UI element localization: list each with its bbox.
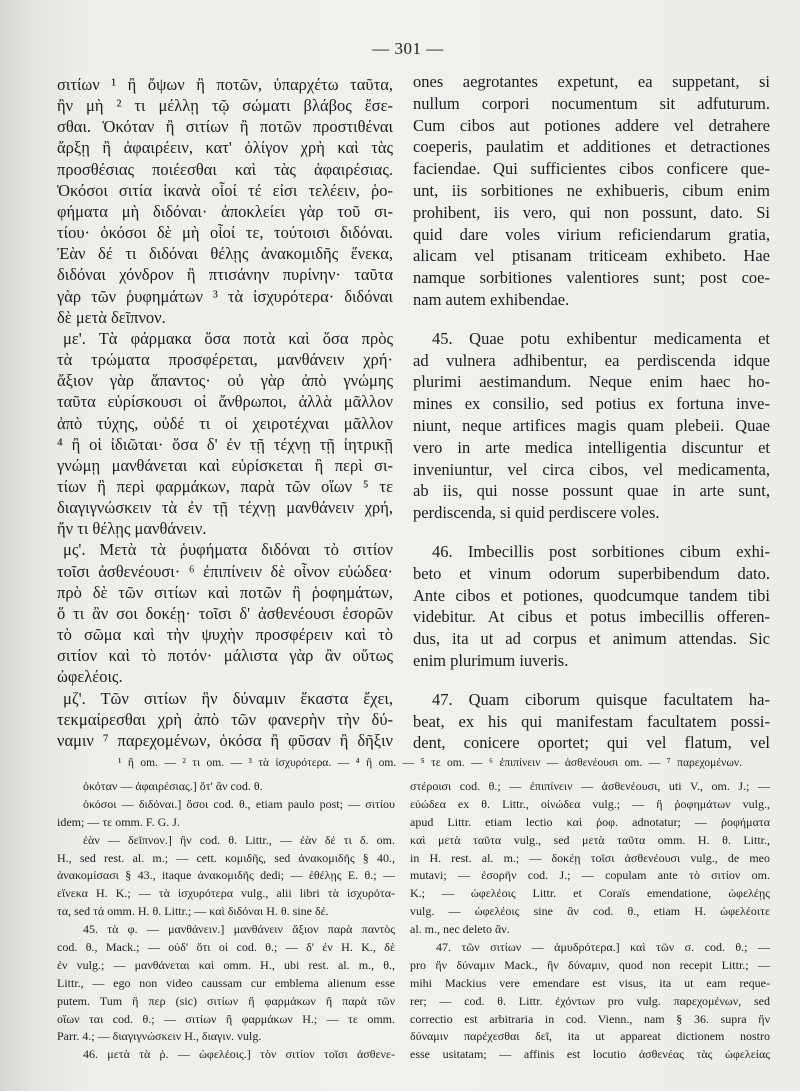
latin-text-line: ones aegrotantes expetunt, ea suppetant, si bbox=[413, 72, 770, 91]
apparatus-line: K.; — ὠφελέοις Littr. et Coraïs emendatione, ὠφελέῃς bbox=[410, 886, 770, 901]
latin-text-line: unt, iis sorbitiones ne exhibueris, cibum enim bbox=[413, 180, 770, 200]
apparatus-line: ἀνακομίσασι § 43., itaque ἀνακομιδῆς dedi; — ἐθέλῃς E. θ.; — bbox=[57, 868, 395, 883]
apparatus-line: 47. τῶν σιτίων — ἀμυδρότερα.] καὶ τῶν σ. cod. θ.; — bbox=[436, 940, 770, 955]
latin-text-line: beto et vinum odorum superbibendum dato. bbox=[413, 563, 770, 583]
latin-paragraph bbox=[413, 71, 770, 311]
greek-text-line: φήματα μὴ διδόναι· ἀποκλείει γὰρ τοῦ σι- bbox=[57, 201, 393, 221]
latin-text-line: niunt, neque artifices magis quam plebeii. Quae bbox=[413, 415, 770, 435]
apparatus-line: esse usitatam; — affinis est locutio ἀσθενέας τὰς ὠφελείας bbox=[410, 1047, 770, 1062]
footnote-line: ¹ ἢ om. — ² τι om. — ³ τὰ ἰσχυρότερα. — ⁴ ἢ om. — ⁵ τε om. — ⁶ ἐπιπίνειν — ἀσθενέουσι om. — ⁷ παρεχομένων. bbox=[118, 757, 742, 769]
apparatus-line: ἐν vulg.; — μανθάνεται καὶ omm. H., ubi rest. al. m., θ., bbox=[57, 957, 395, 972]
greek-text-line: Ἐὰν δέ τι διδόναι θέλῃς ἀνακομιδῆς ἕνεκα, bbox=[57, 244, 393, 264]
apparatus-line: καὶ μετὰ ταῦτα vulg., sed μετὰ ταῦτα omm. H. θ. Littr., bbox=[410, 832, 770, 847]
greek-text-line: τὰ τρώματα προσφέρεται, μανθάνειν χρή· bbox=[57, 350, 393, 370]
greek-text-line: μζ'. Τῶν σιτίων ἣν δύναμιν ἕκαστα ἔχει, bbox=[63, 688, 393, 708]
greek-text-line: τεκμαίρεσθαι χρὴ ἀπὸ τῶν φανερὴν τὴν δύ- bbox=[57, 709, 393, 729]
greek-text-line: γνώμῃ μανθάνεται καὶ εὑρίσκεται ἢ περὶ σι- bbox=[57, 455, 393, 475]
apparatus-entry bbox=[57, 778, 395, 796]
apparatus-line: H., sed rest. al. m.; — cett. κομιδῆς, sed ἀνακομιδῆς § 40., bbox=[57, 850, 395, 865]
latin-text-line: vero in arte medica intelligentia discuntur et bbox=[413, 437, 770, 457]
greek-text-line: σιτίον καὶ τὸ ποτόν· μάλιστα γὰρ ἂν οὕτως bbox=[57, 646, 393, 666]
greek-text-line: ἄξιον γὰρ ἅπαντος· οὐ γὰρ ἀπὸ γνώμης bbox=[57, 371, 393, 391]
latin-text-line: perdiscenda, si quid perdiscere voles. bbox=[413, 503, 660, 523]
apparatus-line: στέροισι cod. θ.; — ἐπιπίνειν — ἀσθενέουσι, uti V., om. J.; — bbox=[410, 779, 770, 793]
latin-text-line: 46. Imbecillis post sorbitiones cibum exhi- bbox=[432, 541, 770, 561]
apparatus-line: τα, sed τά omm. H. θ. Littr.; — καὶ διδόναι H. θ. sine δέ. bbox=[57, 904, 329, 919]
apparatus-line: Littr., — ego non video caussam cur emblema alienum esse bbox=[57, 975, 395, 990]
apparatus-line: 45. τὰ φ. — μανθάνειν.] μανθάνειν ἄξιον παρὰ παντὸς bbox=[83, 922, 395, 937]
latin-text-line: coeperis, paulatim et additiones et detractiones bbox=[413, 137, 770, 157]
greek-text-line: ἄρξῃ ἢ ἀφαιρέειν, κατ' ὀλίγον χρὴ καὶ τὰς bbox=[57, 138, 393, 158]
greek-text-line: σθαι. Ὁκόταν ἢ σιτίων ἢ ποτῶν προστιθέναι bbox=[57, 117, 393, 137]
latin-text-line: dus, ita ut ad corpus et animum attendas. Sic bbox=[413, 629, 770, 649]
greek-text-line: μς'. Μετὰ τὰ ῥυφήματα διδόναι τὸ σιτίον bbox=[63, 540, 393, 560]
greek-text-line: δὲ μετὰ δεῖπνον. bbox=[57, 307, 166, 327]
latin-text-line: Ante cibos et potiones, quodcumque tandem tibi bbox=[413, 585, 770, 605]
greek-text-line: προσθέσιας ποιέεσθαι καὶ τὰς ἀφαιρέσιας. bbox=[57, 159, 393, 179]
apparatus-line: 46. μετὰ τὰ ῥ. — ὠφελέοις.] τὸν σιτίον τοῖσι ἀσθενε- bbox=[83, 1047, 395, 1062]
apparatus-line: apud Littr. etiam lectio καὶ ῥοφ. adnotatur; — ῥοφήματα bbox=[410, 814, 770, 829]
latin-text-line: dent, conicere oportet; qui vel flatum, vel bbox=[413, 733, 770, 753]
latin-text-line: 47. Quam ciborum quisque facultatem ha- bbox=[432, 689, 770, 709]
greek-text-line: διδόναι χόνδρον ἢ πτισάνην πυρίνην· ταῦτα bbox=[57, 265, 393, 285]
latin-text-line: quid dare voles virium reficiendarum gratia, bbox=[413, 224, 770, 244]
latin-text-line: Cum cibos aut potiones addere vel detrahere bbox=[413, 115, 770, 135]
latin-paragraph bbox=[413, 328, 770, 524]
latin-text-line: ad vulnera adhibentur, ea perdiscenda idque bbox=[413, 350, 770, 370]
apparatus-line: correctio est arbitraria in cod. Vienn., nam § 36. supra ἣν bbox=[410, 1011, 770, 1026]
apparatus-entry bbox=[410, 778, 770, 939]
greek-text-line: ἀπὸ τύχης, οὐδέ τι οἱ χειροτέχναι μᾶλλον bbox=[57, 413, 393, 433]
latin-text-line: ab iis, qui nosse possunt quae in arte sunt, bbox=[413, 481, 770, 501]
apparatus-line: idem; — τε omm. F. G. J. bbox=[57, 814, 180, 829]
greek-text-line: ἢν μὴ ² τι μέλλῃ τῷ σώματι βλάβος ἔσε- bbox=[57, 96, 393, 116]
apparatus-line: εἵνεκα H. K.; — τὰ ἰσχυρότερα vulg., alii libri τὰ ἰσχυρότα- bbox=[57, 886, 395, 901]
apparatus-line: putem. Tum ἢ περ (sic) σιτίων ἢ φαρμάκων ἢ παρὰ τῶν bbox=[57, 993, 395, 1008]
apparatus-line: vulg. — ὠφελέοις sine ἂν cod. θ., etiam H. ὠφελέοιτε bbox=[410, 904, 770, 919]
latin-text-line: faciendae. Qui sufficientes cibos conficere que- bbox=[413, 159, 770, 179]
greek-text-line: τοῖσι ἀσθενέουσι· ⁶ ἐπιπίνειν δὲ οἶνον εὐώδεα· bbox=[57, 561, 393, 581]
apparatus-entry bbox=[57, 921, 395, 1046]
apparatus-line: in H. rest. al. m.; — δοκέῃ τοῖσι ἀσθενέουσι vulg., de meo bbox=[410, 850, 770, 865]
greek-text-line: ταῦτα εὑρίσκουσι οἱ ἄνθρωποι, ἀλλὰ μᾶλλον bbox=[57, 392, 393, 412]
latin-text-line: alicam vel ptisanam triticeam exhibeto. Hae bbox=[413, 246, 770, 266]
latin-paragraph bbox=[413, 689, 770, 754]
latin-text-line: nullum corpori nocumentum sit adfuturum. bbox=[413, 93, 770, 113]
latin-text-line: mines ex consilio, sed potius ex fortuna inve- bbox=[413, 394, 770, 414]
greek-text-line: με'. Τὰ φάρμακα ὅσα ποτὰ καὶ ὅσα πρὸς bbox=[63, 328, 393, 348]
apparatus-line: mihi Mackius vere emendare est visus, ita ut eam reque- bbox=[410, 975, 770, 990]
greek-text-line: γὰρ τῶν ῥυφημάτων ³ τὰ ἰσχυρότερα· διδόναι bbox=[57, 286, 393, 306]
apparatus-entry bbox=[410, 939, 770, 1064]
apparatus-entry bbox=[57, 1046, 395, 1064]
latin-text-line: enim plurimum iuveris. bbox=[413, 650, 569, 670]
apparatus-line: Parr. 4.; — διαγιγνώσκειν H., διαγιν. vulg. bbox=[57, 1029, 262, 1044]
critical-apparatus-left-column bbox=[57, 778, 395, 1064]
greek-text-line: πρὸ δὲ τῶν σιτίων καὶ ποτῶν ἢ ῥοφημάτων, bbox=[57, 582, 393, 602]
apparatus-entry bbox=[57, 796, 395, 832]
greek-text-line: Ὁκόσοι σιτία ἱκανὰ οἷοί τέ εἰσι τελέειν, ῥο- bbox=[57, 180, 393, 200]
greek-paragraph bbox=[57, 539, 393, 687]
latin-text-line: plurimi aestimandum. Neque enim haec ho- bbox=[413, 372, 770, 392]
apparatus-line: οἵων ται cod. θ.; — σιτίων ἢ φαρμάκων H.; — τε omm. bbox=[57, 1011, 395, 1026]
apparatus-line: δύναμιν παρέχεσθαι δεῖ, ita ut appareat dictionem nostro bbox=[410, 1029, 770, 1044]
latin-text-line: nam autem exhibendae. bbox=[413, 289, 570, 309]
critical-apparatus-right-column bbox=[410, 778, 770, 1064]
apparatus-line: cod. θ., Mack.; — οὐδ' ὅτι οἱ cod. θ.; — δ' ἐν H. K., δὲ bbox=[57, 940, 395, 955]
apparatus-line: ἐὰν — δεῖπνον.] ἢν cod. θ. Littr., — ἐὰν δέ τι δ. om. bbox=[83, 832, 395, 847]
page-number: — 301 — bbox=[372, 39, 444, 58]
greek-text-line: ὅ τι ἂν σοι δοκέῃ· τοῖσι δ' ἀσθενέουσι ἐσορῶν bbox=[57, 603, 393, 623]
apparatus-line: mutavi; — ἐσορῆν cod. J.; — copulam ante τὸ σιτίον om. bbox=[410, 868, 770, 883]
greek-text-line: τίου· ὁκόσοι δὲ μὴ οἷοί τε, τούτοισι διδόναι. bbox=[57, 223, 393, 243]
greek-paragraph bbox=[57, 328, 393, 540]
latin-text-line: namque sorbitiones valentiores sunt; post coe- bbox=[413, 268, 770, 288]
greek-text-line: τὸ σῶμα καὶ τὴν ψυχὴν προσφέρειν καὶ τὸ bbox=[57, 625, 393, 645]
latin-text-line: 45. Quae potu exhibentur medicamenta et bbox=[432, 328, 770, 348]
apparatus-entry bbox=[57, 832, 395, 921]
greek-text-line: ναμιν ⁷ παρεχομένων, ὁκόσα ἢ φῦσαν ἢ δῆξιν bbox=[57, 730, 393, 750]
greek-text-line: σιτίων ¹ ἢ ὄψων ἢ ποτῶν, ὑπαρχέτω ταῦτα, bbox=[57, 75, 393, 94]
latin-paragraph bbox=[413, 541, 770, 672]
apparatus-line: εὐώδεα ex θ. Littr., οἰνώδεα vulg.; — ἢ ῥοφημάτων vulg., bbox=[410, 796, 770, 811]
apparatus-line: ὁκόσοι — διδόναι.] ὅσοι cod. θ., etiam paulo post; — σιτίου bbox=[83, 796, 395, 811]
greek-text-column bbox=[57, 74, 393, 751]
greek-paragraph bbox=[57, 74, 393, 328]
apparatus-line: pro ἣν δύναμιν Mack., ἢν δύναμιν, quod non recepit Littr.; — bbox=[410, 957, 770, 972]
latin-text-line: beat, ex his qui manifestam facultatem possi- bbox=[413, 711, 770, 731]
greek-text-line: ἤν τι θέλῃς μανθάνειν. bbox=[57, 519, 207, 539]
latin-text-line: prohibent, iis vero, qui non possunt, dato. Si bbox=[413, 202, 770, 222]
greek-text-line: διαγιγνώσκειν τὰ ἐν τῇ τέχνῃ μανθάνειν χρή, bbox=[57, 498, 393, 518]
apparatus-line: al. m., nec deleto ἂν. bbox=[410, 922, 510, 937]
apparatus-line: ὁκόταν — ἀφαιρέσιας.] ὅτ' ἂν cod. θ. bbox=[83, 779, 263, 793]
latin-translation-column bbox=[413, 71, 770, 754]
greek-text-line: ⁴ ἢ οἱ ἰδιῶται· ὅσα δ' ἐν τῇ τέχνῃ τῇ ἰητρικῇ bbox=[57, 434, 393, 454]
latin-text-line: videbitur. At cibus et potus imbecillis offeren- bbox=[413, 607, 770, 627]
greek-text-line: τίων ἢ περὶ φαρμάκων, παρὰ τῶν οἵων ⁵ τε bbox=[57, 476, 393, 496]
apparatus-line: rer; — cod. θ. Littr. ἐχόντων pro vulg. παρεχομένων, sed bbox=[410, 993, 770, 1008]
greek-text-line: ὠφελέοις. bbox=[57, 667, 123, 687]
greek-paragraph bbox=[57, 688, 393, 751]
latin-text-line: inveniuntur, vel circa cibos, vel medicamenta, bbox=[413, 459, 770, 479]
